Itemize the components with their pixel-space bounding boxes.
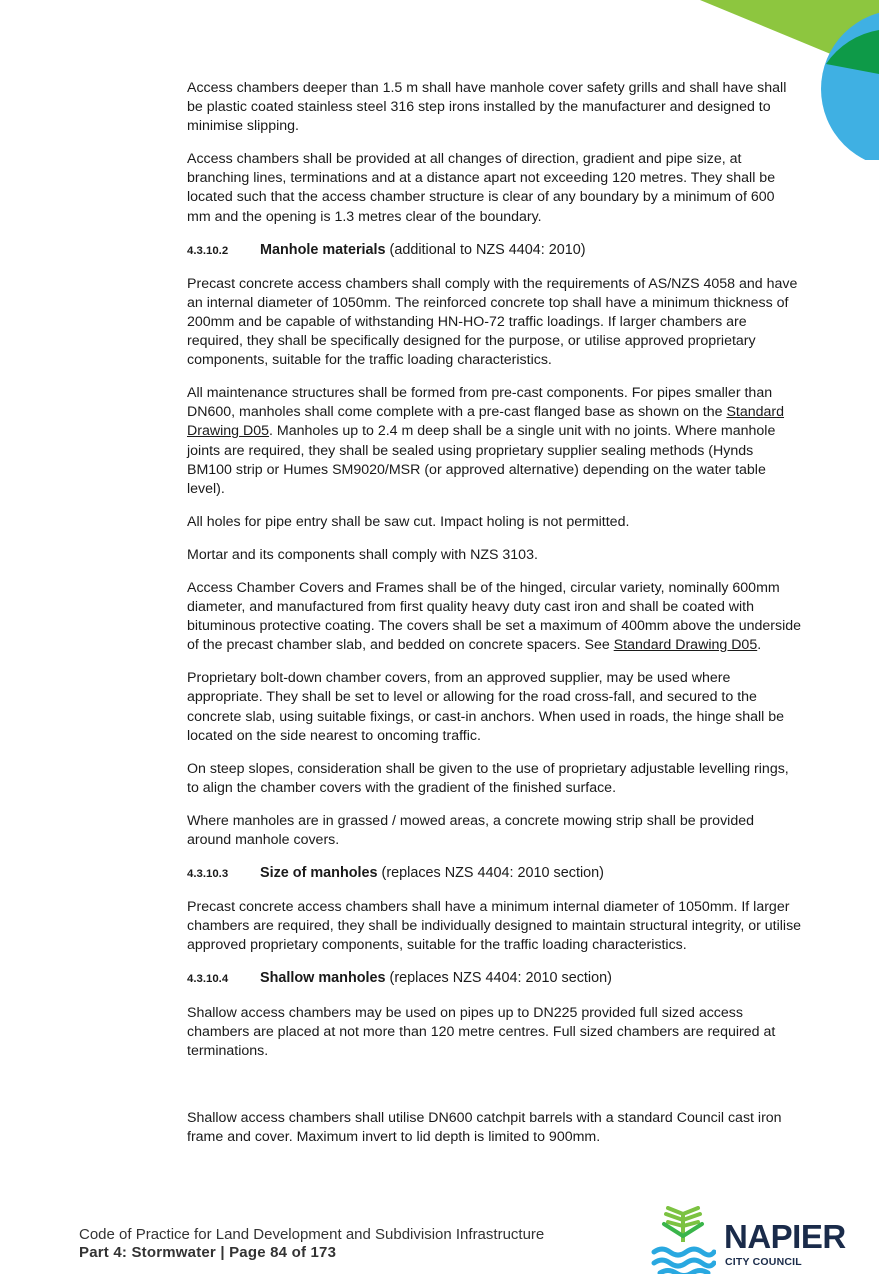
document-body [187,79,802,1161]
section-number: 4.3.10.4 [187,973,229,986]
paragraph: Shallow access chambers may be used on pipes up to DN225 provided full sized access chambers are placed at not more than 120 metre centres. Full sized chambers are required at terminations. [187,1004,776,1059]
paragraph: All holes for pipe entry shall be saw cut. Impact holing is not permitted. [187,513,630,530]
section-title: Manhole materials [260,241,386,258]
section-note: (additional to NZS 4404: 2010) [385,241,586,258]
section-number: 4.3.10.3 [187,868,229,881]
section-note: (replaces NZS 4404: 2010 section) [385,970,612,987]
section-heading-4-3-10-3 [187,864,802,884]
section-heading-4-3-10-2 [187,241,802,261]
section-title: Shallow manholes [260,970,386,987]
page-footer [79,1226,544,1262]
paragraph: Shallow access chambers shall utilise DN600 catchpit barrels with a standard Council cast iron frame and cover. Maximum invert to lid depth is limited to 900mm. [187,1109,782,1145]
text-run: Access Chamber Covers and Frames shall be of the hinged, circular variety, nominally 600mm diameter, and manufactured from first quality heavy duty cast iron and shall be coated with bituminous protective coating. The covers shall be set a maximum of 400mm above the underside of the precast chamber slab, and bedded on concrete spacers. See [187,579,802,654]
dark-green-overlap [826,30,879,74]
logo-emblem-icon [650,1206,716,1274]
standard-drawing-link[interactable]: Standard Drawing D05 [613,637,758,654]
paragraph: Precast concrete access chambers shall have a minimum internal diameter of 1050mm. If larger chambers are required, they shall be individually designed to maintain structural integrity, or utilise approved proprietary components, suitable for the traffic loading characteristics. [187,899,802,954]
paragraph: Access chambers deeper than 1.5 m shall have manhole cover safety grills and shall have shall be plastic coated stainless steel 316 step irons installed by the manufacturer and designed to minimise slipping. [187,80,787,135]
paragraph: Access chambers shall be provided at all changes of direction, gradient and pipe size, at branching lines, terminations and at a distance apart not exceeding 120 metres. They shall be located such that the access chamber structure is clear of any boundary by a minimum of 600 mm and the opening is 1.3 metres clear of the boundary. [187,151,776,225]
page-number-label: Part 4: Stormwater | Page 84 of 173 [79,1244,337,1261]
napier-city-council-logo [650,1206,850,1274]
section-heading-4-3-10-4 [187,969,802,989]
green-swoosh [700,0,879,74]
text-run: All maintenance structures shall be formed from pre-cast components. For pipes smaller than DN600, manholes shall come complete with a pre-cast flanged base as shown on the [187,385,773,421]
blue-circle [821,10,879,160]
section-note: (replaces NZS 4404: 2010 section) [377,865,604,882]
paragraph [187,384,802,499]
section-number: 4.3.10.2 [187,244,229,257]
document-title: Code of Practice for Land Development and Subdivision Infrastructure [79,1226,545,1243]
text-run: . Manholes up to 2.4 m deep shall be a single unit with no joints. Where manhole joints are required, they shall be sealed using proprietary supplier sealing methods (Hynds BM100 strip or Humes SM9020/MSR (or approved alternative) depending on the water table level). [187,423,776,497]
standard-drawing-link[interactable]: Standard Drawing D05 [187,404,785,440]
paragraph: Precast concrete access chambers shall comply with the requirements of AS/NZS 4058 and have an internal diameter of 1050mm. The reinforced concrete top shall have a minimum thickness of 200mm and be capable of withstanding HN-HO-72 traffic loadings. If larger chambers are required, they shall be specifically designed for the purpose, or utilise approved proprietary components, suitable for the traffic loading characteristics. [187,275,798,369]
logo-name: NAPIER [724,1218,846,1255]
logo-subtitle: CITY COUNCIL [725,1256,802,1268]
paragraph: On steep slopes, consideration shall be given to the use of proprietary adjustable levelling rings, to align the chamber covers with the gradient of the finished surface. [187,760,789,796]
paragraph [187,579,802,655]
paragraph: Mortar and its components shall comply with NZS 3103. [187,546,538,563]
paragraph: Proprietary bolt-down chamber covers, from an approved supplier, may be used where appropriate. They shall be set to level or allowing for the road cross-fall, and secured to the concrete slab, using suitable fixings, or cast-in anchors. When used in roads, the hinge shall be located on the side nearest to oncoming traffic. [187,670,784,744]
text-run: . [757,637,762,654]
section-title: Size of manholes [260,865,378,882]
paragraph: Where manholes are in grassed / mowed areas, a concrete mowing strip shall be provided around manhole covers. [187,812,754,848]
